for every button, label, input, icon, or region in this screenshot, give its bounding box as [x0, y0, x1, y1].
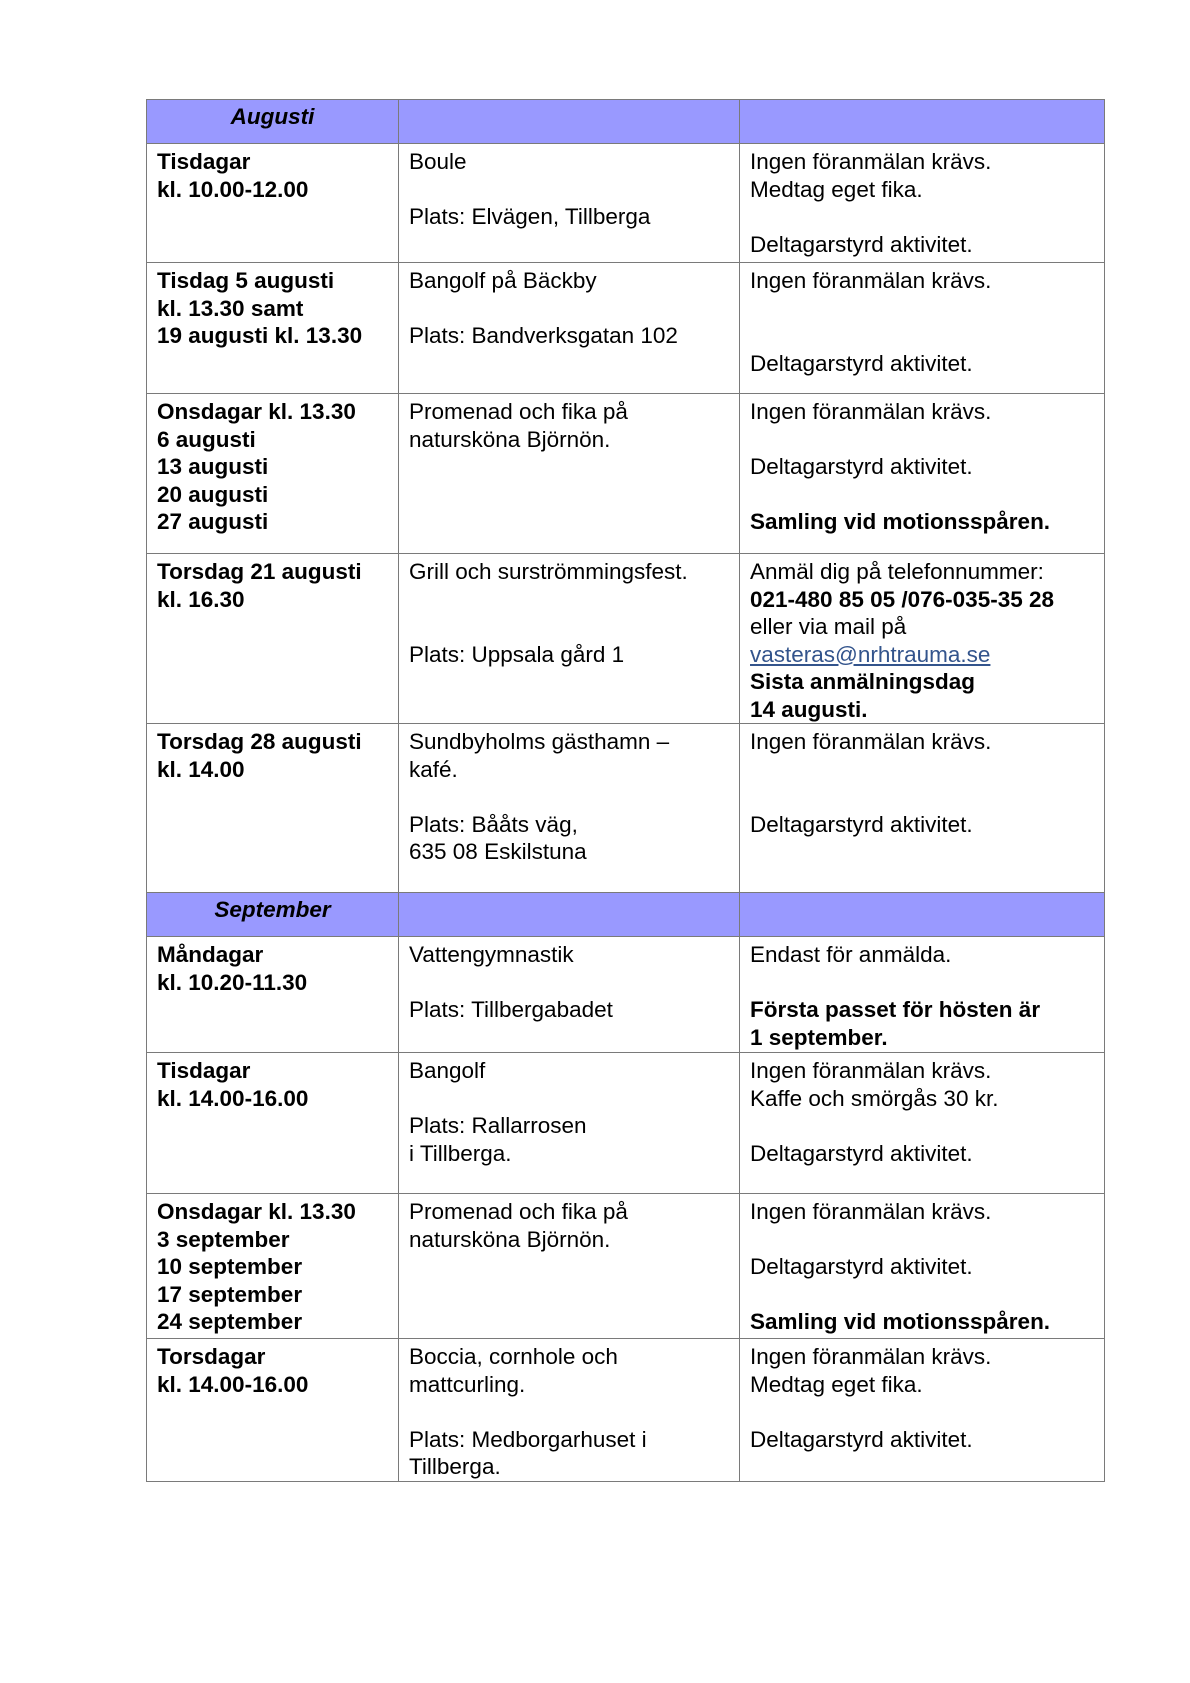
activity-line	[409, 295, 729, 323]
activity-cell	[399, 144, 740, 263]
when-line: 24 september	[157, 1309, 303, 1334]
table-row	[147, 937, 1105, 1053]
phone-number: 021-480 85 05 /076-035-35 28	[750, 586, 1055, 612]
table-row	[147, 554, 1105, 724]
activity-line: Promenad och fika på	[409, 399, 628, 424]
info-line: Deltagarstyrd aktivitet.	[750, 811, 973, 837]
activity-line: kafé.	[409, 756, 458, 782]
activity-line: Boccia, cornhole och	[409, 1344, 618, 1369]
info-line: Deltagarstyrd aktivitet.	[750, 231, 973, 257]
activity-line	[409, 1085, 729, 1113]
info-line-bold: Samling vid motionsspåren.	[750, 509, 1051, 534]
activity-line: Plats: Bååts väg,	[409, 811, 578, 837]
info-line	[750, 1112, 1094, 1140]
table-row	[147, 263, 1105, 394]
when-cell	[147, 554, 399, 724]
info-line: Ingen föranmälan krävs.	[750, 268, 992, 293]
table-row	[147, 394, 1105, 554]
activity-cell	[399, 1339, 740, 1482]
info-line	[750, 1398, 1094, 1426]
info-cell	[740, 394, 1105, 554]
activity-cell	[399, 1053, 740, 1194]
email-link[interactable]: vasteras@nrhtrauma.se	[750, 641, 991, 667]
month-label: September	[214, 897, 331, 922]
month-header-empty-cell	[399, 893, 740, 937]
when-cell	[147, 394, 399, 554]
document-page	[146, 99, 1104, 1482]
activity-line: Plats: Uppsala gård 1	[409, 641, 625, 667]
info-line	[750, 295, 1094, 323]
info-line-bold: 14 augusti.	[750, 696, 868, 722]
when-line: kl. 16.30	[157, 586, 245, 612]
when-line: Onsdagar kl. 13.30	[157, 399, 356, 424]
when-line: 20 augusti	[157, 481, 269, 507]
when-cell	[147, 724, 399, 893]
when-line: kl. 10.00-12.00	[157, 176, 309, 202]
activity-schedule-table	[146, 99, 1105, 1482]
activity-line: natursköna Björnön.	[409, 426, 611, 452]
activity-line: Promenad och fika på	[409, 1199, 628, 1224]
info-cell	[740, 1194, 1105, 1339]
info-line: Endast för anmälda.	[750, 942, 952, 967]
info-line: Ingen föranmälan krävs.	[750, 729, 992, 754]
when-line: Onsdagar kl. 13.30	[157, 1199, 356, 1224]
when-line: Torsdag 21 augusti	[157, 559, 362, 584]
info-line: Medtag eget fika.	[750, 176, 923, 202]
info-line: Anmäl dig på telefonnummer:	[750, 559, 1044, 584]
info-line: Deltagarstyrd aktivitet.	[750, 1140, 973, 1166]
when-line: 10 september	[157, 1254, 303, 1279]
table-row	[147, 724, 1105, 893]
info-line	[750, 203, 1094, 231]
activity-line: Bangolf	[409, 1058, 486, 1083]
table-row	[147, 1194, 1105, 1339]
info-cell	[740, 724, 1105, 893]
activity-line: Bangolf på Bäckby	[409, 268, 597, 293]
info-line: Ingen föranmälan krävs.	[750, 1199, 992, 1224]
activity-line: Tillberga.	[409, 1454, 501, 1479]
activity-cell	[399, 263, 740, 394]
activity-line: Grill och surströmmingsfest.	[409, 559, 688, 584]
info-cell	[740, 1053, 1105, 1194]
activity-line: mattcurling.	[409, 1371, 526, 1397]
activity-cell	[399, 1194, 740, 1339]
when-line: kl. 14.00-16.00	[157, 1371, 309, 1397]
activity-cell	[399, 394, 740, 554]
when-line: kl. 10.20-11.30	[157, 969, 308, 995]
info-line	[750, 426, 1094, 454]
activity-line: natursköna Björnön.	[409, 1226, 611, 1252]
table-row	[147, 1053, 1105, 1194]
when-cell	[147, 1053, 399, 1194]
when-line: Måndagar	[157, 942, 264, 967]
table-row	[147, 144, 1105, 263]
info-line	[750, 481, 1094, 509]
activity-cell	[399, 554, 740, 724]
info-line	[750, 783, 1094, 811]
when-line: 19 augusti kl. 13.30	[157, 323, 363, 348]
when-line: 17 september	[157, 1281, 303, 1307]
info-line	[750, 756, 1094, 784]
month-label: Augusti	[230, 104, 315, 129]
info-line: Deltagarstyrd aktivitet.	[750, 1254, 973, 1279]
info-line: eller via mail på	[750, 614, 907, 639]
info-line: Ingen föranmälan krävs.	[750, 1344, 992, 1369]
when-line: Tisdag 5 augusti	[157, 268, 335, 293]
activity-line: Plats: Elvägen, Tillberga	[409, 204, 651, 229]
activity-line	[409, 586, 729, 614]
info-line: Kaffe och smörgås 30 kr.	[750, 1085, 999, 1111]
activity-line: Plats: Tillbergabadet	[409, 997, 613, 1022]
table-row	[147, 1339, 1105, 1482]
month-header-empty-cell	[740, 893, 1105, 937]
when-cell	[147, 1194, 399, 1339]
when-cell	[147, 1339, 399, 1482]
info-line	[750, 1281, 1094, 1309]
info-line: Medtag eget fika.	[750, 1371, 923, 1397]
when-line: 6 augusti	[157, 426, 256, 452]
info-line-bold: Sista anmälningsdag	[750, 669, 976, 694]
month-header-cell	[147, 893, 399, 937]
info-line-bold: Första passet för hösten är	[750, 997, 1041, 1022]
month-header-empty-cell	[740, 100, 1105, 144]
activity-line: 635 08 Eskilstuna	[409, 839, 587, 864]
when-line: 27 augusti	[157, 509, 269, 534]
month-header-empty-cell	[399, 100, 740, 144]
info-cell	[740, 937, 1105, 1053]
info-line: Ingen föranmälan krävs.	[750, 399, 992, 424]
when-line: 3 september	[157, 1226, 290, 1252]
when-line: Torsdagar	[157, 1344, 266, 1369]
activity-line	[409, 969, 729, 997]
month-header-row	[147, 893, 1105, 937]
info-line-bold: 1 september.	[750, 1024, 888, 1050]
when-line: kl. 14.00-16.00	[157, 1085, 309, 1111]
when-cell	[147, 263, 399, 394]
activity-line: Plats: Rallarrosen	[409, 1113, 587, 1138]
info-line	[750, 322, 1094, 350]
info-line: Ingen föranmälan krävs.	[750, 149, 992, 174]
info-line	[750, 969, 1094, 997]
info-line: Deltagarstyrd aktivitet.	[750, 1426, 973, 1452]
when-cell	[147, 937, 399, 1053]
when-line: Torsdag 28 augusti	[157, 729, 362, 754]
activity-line: Sundbyholms gästhamn –	[409, 729, 670, 754]
info-cell	[740, 1339, 1105, 1482]
when-line: 13 augusti	[157, 454, 269, 479]
activity-line	[409, 613, 729, 641]
when-line: Tisdagar	[157, 149, 251, 174]
info-line	[750, 1226, 1094, 1254]
activity-line: Vattengymnastik	[409, 942, 574, 967]
info-line: Deltagarstyrd aktivitet.	[750, 454, 973, 479]
info-line: Deltagarstyrd aktivitet.	[750, 350, 973, 376]
when-cell	[147, 144, 399, 263]
info-line-bold: Samling vid motionsspåren.	[750, 1309, 1051, 1334]
activity-line: Plats: Bandverksgatan 102	[409, 323, 678, 348]
activity-line: Boule	[409, 149, 467, 174]
activity-line	[409, 1398, 729, 1426]
activity-line: i Tillberga.	[409, 1140, 512, 1166]
info-cell	[740, 263, 1105, 394]
activity-line: Plats: Medborgarhuset i	[409, 1426, 647, 1452]
when-line: Tisdagar	[157, 1058, 251, 1083]
when-line: kl. 13.30 samt	[157, 295, 304, 321]
activity-line	[409, 176, 729, 204]
info-line: Ingen föranmälan krävs.	[750, 1058, 992, 1083]
month-header-row	[147, 100, 1105, 144]
when-line: kl. 14.00	[157, 756, 245, 782]
info-cell	[740, 554, 1105, 724]
info-cell	[740, 144, 1105, 263]
month-header-cell	[147, 100, 399, 144]
activity-line	[409, 783, 729, 811]
activity-cell	[399, 937, 740, 1053]
activity-cell	[399, 724, 740, 893]
